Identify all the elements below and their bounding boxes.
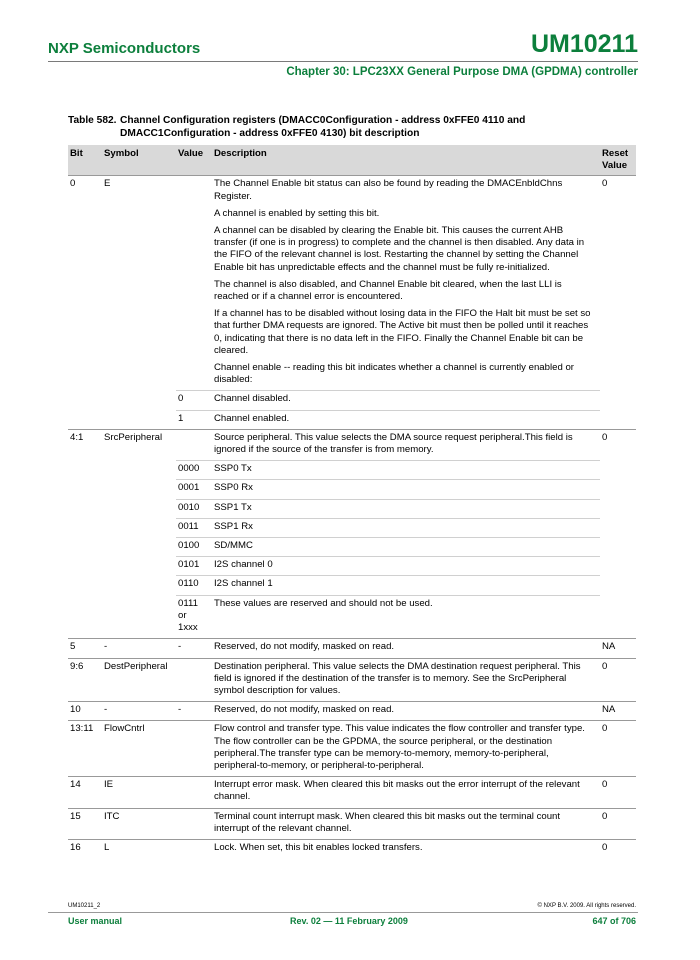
bit-description-table — [68, 145, 636, 858]
bit-cell: 4:1 — [68, 429, 102, 638]
reset-cell: 0 — [600, 176, 636, 429]
bit-cell: 13:11 — [68, 721, 102, 777]
value-cell — [176, 721, 212, 777]
description-cell — [212, 429, 600, 460]
value-description-cell: I2S channel 0 — [212, 557, 600, 576]
bit-cell: 0 — [68, 176, 102, 429]
description-paragraph: Interrupt error mask. When cleared this bit masks out the error interrupt of the relevant channel. — [214, 779, 580, 803]
company-name: NXP Semiconductors — [48, 40, 201, 57]
symbol-cell: IE — [102, 777, 176, 808]
description-cell — [212, 702, 600, 721]
description-paragraph: Flow control and transfer type. This value indicates the flow controller and transfer type. The flow controller can be the GPDMA, the source peripheral, or the destination peripheral.The transfer type can be memory-to-memory, memory-to-peripheral, peripheral-to-memory, or peripheral-to-peripheral. — [214, 723, 585, 771]
table-header-row — [68, 145, 636, 176]
description-paragraph: If a channel has to be disabled without losing data in the FIFO the Halt bit must be set so that further DMA requests are ignored. The Active bit must then be polled until it reaches 0, indicating that there is no data left in the FIFO. Finally the Channel Enable bit can be cleared. — [214, 308, 591, 356]
symbol-cell: FlowCntrl — [102, 721, 176, 777]
value-cell: 1 — [176, 410, 212, 429]
description-paragraph: A channel is enabled by setting this bit. — [214, 207, 380, 219]
table-caption-line1: Channel Configuration registers (DMACC0Configuration - address 0xFFE0 4110 and — [120, 115, 526, 126]
bit-cell: 5 — [68, 639, 102, 658]
value-cell — [176, 839, 212, 858]
table-row — [68, 721, 636, 777]
reset-cell: NA — [600, 702, 636, 721]
reset-cell: 0 — [600, 721, 636, 777]
footer-doc-code: UM10211_2 — [68, 903, 101, 909]
col-header-symbol: Symbol — [102, 145, 176, 176]
col-header-description: Description — [212, 145, 600, 176]
value-cell: - — [176, 702, 212, 721]
footer-copyright: © NXP B.V. 2009. All rights reserved. — [537, 903, 636, 909]
description-cell — [212, 658, 600, 702]
value-cell: - — [176, 639, 212, 658]
value-description-cell: SSP0 Tx — [212, 461, 600, 480]
symbol-cell: SrcPeripheral — [102, 429, 176, 638]
value-description-cell: These values are reserved and should not be used. — [212, 595, 600, 639]
description-paragraph: The Channel Enable bit status can also be found by reading the DMACEnbldChns Register. — [214, 178, 563, 202]
description-paragraph: Reserved, do not modify, masked on read. — [214, 704, 395, 716]
bit-cell: 10 — [68, 702, 102, 721]
col-header-reset: Reset Value — [600, 145, 636, 176]
description-cell — [212, 777, 600, 808]
bit-cell: 16 — [68, 839, 102, 858]
footer-revision: Rev. 02 — 11 February 2009 — [290, 916, 408, 926]
symbol-cell: L — [102, 839, 176, 858]
col-header-bit: Bit — [68, 145, 102, 176]
description-cell — [212, 176, 600, 391]
value-cell: 0100 — [176, 538, 212, 557]
symbol-cell: DestPeripheral — [102, 658, 176, 702]
symbol-cell: - — [102, 639, 176, 658]
table-body — [68, 176, 636, 858]
table-row — [68, 658, 636, 702]
bit-cell: 9:6 — [68, 658, 102, 702]
value-cell: 0110 — [176, 576, 212, 595]
description-cell — [212, 639, 600, 658]
table-caption-line2: DMACC1Configuration - address 0xFFE0 4130) bit description — [120, 127, 420, 139]
value-description-cell: I2S channel 1 — [212, 576, 600, 595]
document-id: UM10211 — [530, 30, 638, 58]
reset-cell: 0 — [600, 658, 636, 702]
value-description-cell: SSP1 Tx — [212, 499, 600, 518]
header-rule — [48, 61, 638, 62]
value-cell — [176, 808, 212, 839]
table-row — [68, 639, 636, 658]
description-cell — [212, 839, 600, 858]
reset-cell: 0 — [600, 808, 636, 839]
reset-cell: NA — [600, 639, 636, 658]
chapter-title: Chapter 30: LPC23XX General Purpose DMA (GPDMA) controller — [286, 66, 638, 78]
value-cell — [176, 777, 212, 808]
footer-page-number: 647 of 706 — [592, 916, 636, 926]
bit-cell: 15 — [68, 808, 102, 839]
symbol-cell: - — [102, 702, 176, 721]
value-cell — [176, 176, 212, 391]
value-description-cell: SSP1 Rx — [212, 518, 600, 537]
col-header-value: Value — [176, 145, 212, 176]
value-description-cell: Channel disabled. — [212, 391, 600, 410]
symbol-cell: E — [102, 176, 176, 429]
bit-cell: 14 — [68, 777, 102, 808]
description-paragraph: The channel is also disabled, and Channel Enable bit cleared, when the last LLI is reached or if a channel error is encountered. — [214, 278, 562, 303]
symbol-cell: ITC — [102, 808, 176, 839]
value-cell: 0101 — [176, 557, 212, 576]
value-description-cell: Channel enabled. — [212, 410, 600, 429]
table-number: Table 582. — [68, 115, 117, 126]
reset-cell: 0 — [600, 429, 636, 638]
footer-doc-type: User manual — [68, 916, 123, 926]
value-cell: 0001 — [176, 480, 212, 499]
value-cell: 0010 — [176, 499, 212, 518]
value-cell: 0 — [176, 391, 212, 410]
value-cell — [176, 429, 212, 460]
description-paragraph: Terminal count interrupt mask. When cleared this bit masks out the terminal count interrupt of the relevant channel. — [214, 810, 561, 834]
table-row — [68, 429, 636, 460]
table-row — [68, 176, 636, 391]
reset-cell: 0 — [600, 839, 636, 858]
description-paragraph: Reserved, do not modify, masked on read. — [214, 641, 395, 653]
value-description-cell: SSP0 Rx — [212, 480, 600, 499]
description-cell — [212, 808, 600, 839]
description-paragraph: Source peripheral. This value selects the DMA source request peripheral.This field is ignored if the source of the transfer is from memory. — [214, 431, 573, 456]
table-row — [68, 839, 636, 858]
value-cell: 0111 or 1xxx — [176, 595, 212, 639]
description-paragraph: A channel can be disabled by clearing the Enable bit. This causes the current AHB transfer (if one is in progress) to complete and the channel is then disabled. Any data in the FIFO of the relevant channel is lost. Restarting the channel by setting the Channel Enable bit has unpredictable effects and the channel must be fully re-initialized. — [214, 225, 585, 273]
footer-rule — [48, 912, 638, 913]
description-paragraph: Lock. When set, this bit enables locked transfers. — [214, 841, 423, 853]
value-cell — [176, 658, 212, 702]
description-paragraph: Destination peripheral. This value selects the DMA destination request peripheral. This field is ignored if the destination of the transfer is to memory. See the SrcPeripheral symbol description for values. — [214, 660, 581, 696]
description-paragraph: Channel enable -- reading this bit indicates whether a channel is currently enabled or disabled: — [214, 362, 574, 386]
value-description-cell: SD/MMC — [212, 538, 600, 557]
reset-cell: 0 — [600, 777, 636, 808]
table-row — [68, 808, 636, 839]
table-row — [68, 702, 636, 721]
table-caption — [68, 115, 525, 140]
value-cell: 0011 — [176, 518, 212, 537]
table-row — [68, 777, 636, 808]
description-cell — [212, 721, 600, 777]
value-cell: 0000 — [176, 461, 212, 480]
